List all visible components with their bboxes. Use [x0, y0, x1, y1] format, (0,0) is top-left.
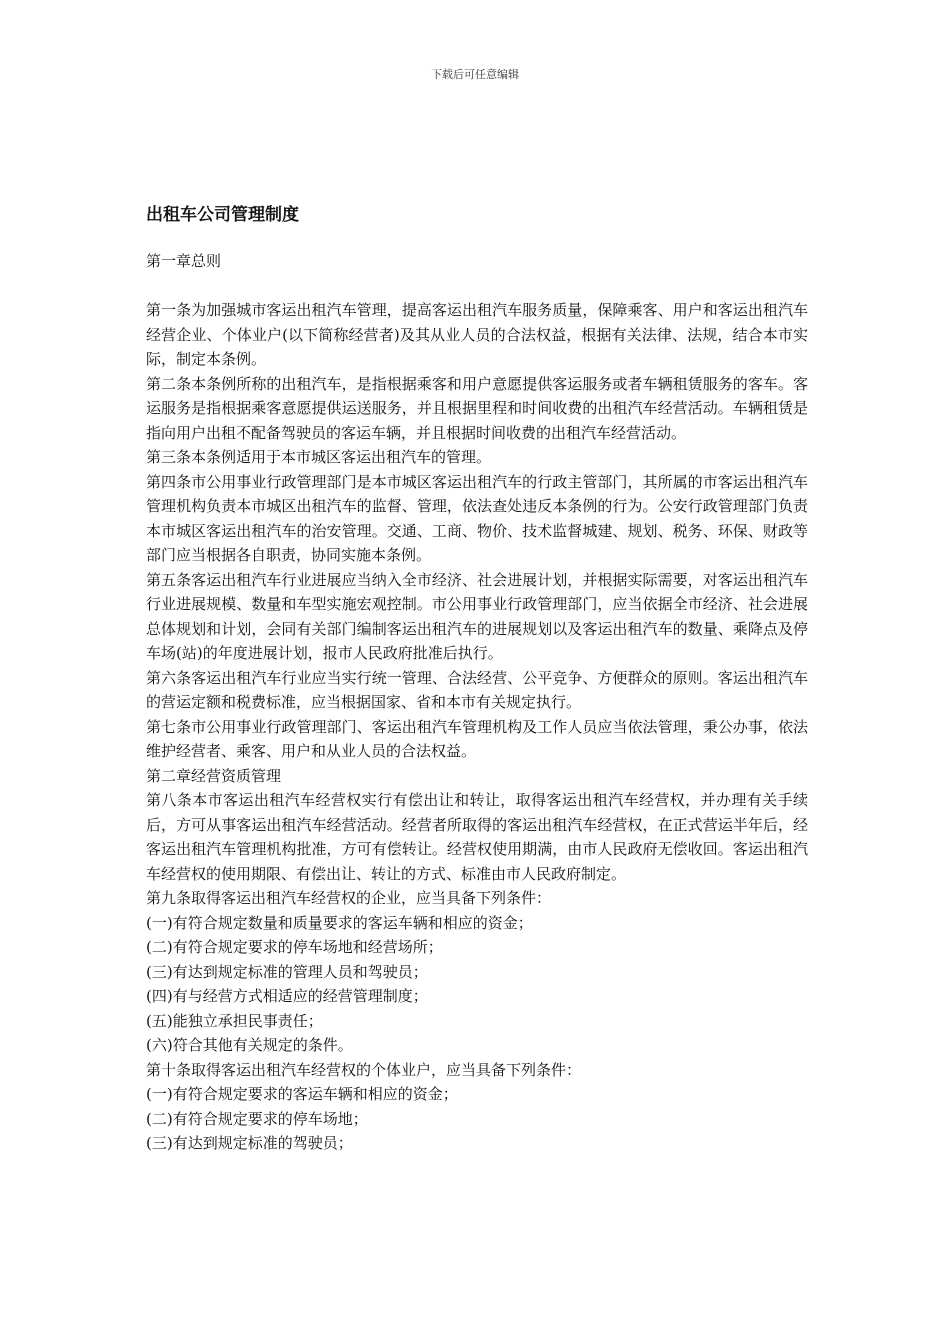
- list-item: (一)有符合规定数量和质量要求的客运车辆和相应的资金；: [146, 913, 533, 932]
- document-title: 出租车公司管理制度: [146, 205, 299, 225]
- list-item: (五)能独立承担民事责任；: [146, 1011, 323, 1030]
- list-item: (二)有符合规定要求的停车场地和经营场所；: [146, 938, 443, 956]
- paragraph: 第三条本条例适用于本市城区客运出租汽车的管理。: [146, 448, 492, 466]
- list-item: (六)符合其他有关规定的条件。: [146, 1036, 353, 1054]
- paragraph: 第六条客运出租汽车行业应当实行统一管理、合法经营、公平竞争、方便群众的原则。客运出租汽车的营运定额和税费标准，应当根据国家、省和本市有关规定执行。: [146, 668, 808, 711]
- paragraph: 第十条取得客运出租汽车经营权的个体业户，应当具备下列条件：: [146, 1060, 582, 1079]
- paragraph: 第五条客运出租汽车行业进展应当纳入全市经济、社会进展计划，并根据实际需要，对客运出租汽车行业进展规模、数量和车型实施宏观控制。市公用事业行政管理部门，应当依据全市经济、社会进展总体规划和计划，会同有关部门编制客运出租汽车的进展规划以及客运出租汽车的数量、乘降点及停车场(站)的年度进展计划，报市人民政府批准后执行。: [146, 570, 808, 662]
- list-item: (三)有达到规定标准的驾驶员；: [146, 1134, 353, 1152]
- page-header: 下载后可任意编辑: [431, 68, 519, 81]
- chapter-heading: 第一章总则: [146, 252, 222, 270]
- list-item: (二)有符合规定要求的停车场地；: [146, 1109, 368, 1128]
- chapter-heading: 第二章经营资质管理: [146, 766, 282, 785]
- paragraph: 第八条本市客运出租汽车经营权实行有偿出让和转让，取得客运出租汽车经营权，并办理有关手续后，方可从事客运出租汽车经营活动。经营者所取得的客运出租汽车经营权，在正式营运半年后，经客运出租汽车管理机构批准，方可有偿转让。经营权使用期满，由市人民政府无偿收回。客运出租汽车经营权的使用期限、有偿出让、转让的方式、标准由市人民政府制定。: [146, 791, 808, 883]
- list-item: (四)有与经营方式相适应的经营管理制度；: [146, 987, 428, 1005]
- document-body: [146, 298, 808, 1156]
- paragraph: 第四条市公用事业行政管理部门是本市城区客运出租汽车的行政主管部门，其所属的市客运出租汽车管理机构负责本市城区出租汽车的监督、管理，依法查处违反本条例的行为。公安行政管理部门负责本市城区客运出租汽车的治安管理。交通、工商、物价、技术监督城建、规划、税务、环保、财政等部门应当根据各自职责，协同实施本条例。: [146, 472, 808, 564]
- paragraph: 第一条为加强城市客运出租汽车管理，提高客运出租汽车服务质量，保障乘客、用户和客运出租汽车经营企业、个体业户(以下简称经营者)及其从业人员的合法权益，根据有关法律、法规，结合本市实际，制定本条例。: [146, 301, 808, 368]
- paragraph: 第二条本条例所称的出租汽车，是指根据乘客和用户意愿提供客运服务或者车辆租赁服务的客车。客运服务是指根据乘客意愿提供运送服务，并且根据里程和时间收费的出租汽车经营活动。车辆租赁是指向用户出租不配备驾驶员的客运车辆，并且根据时间收费的出租汽车经营活动。: [146, 374, 808, 442]
- paragraph: 第九条取得客运出租汽车经营权的企业，应当具备下列条件：: [146, 889, 552, 907]
- list-item: (一)有符合规定要求的客运车辆和相应的资金；: [146, 1085, 458, 1103]
- paragraph: 第七条市公用事业行政管理部门、客运出租汽车管理机构及工作人员应当依法管理，秉公办事，依法维护经营者、乘客、用户和从业人员的合法权益。: [146, 717, 808, 760]
- list-item: (三)有达到规定标准的管理人员和驾驶员；: [146, 962, 428, 981]
